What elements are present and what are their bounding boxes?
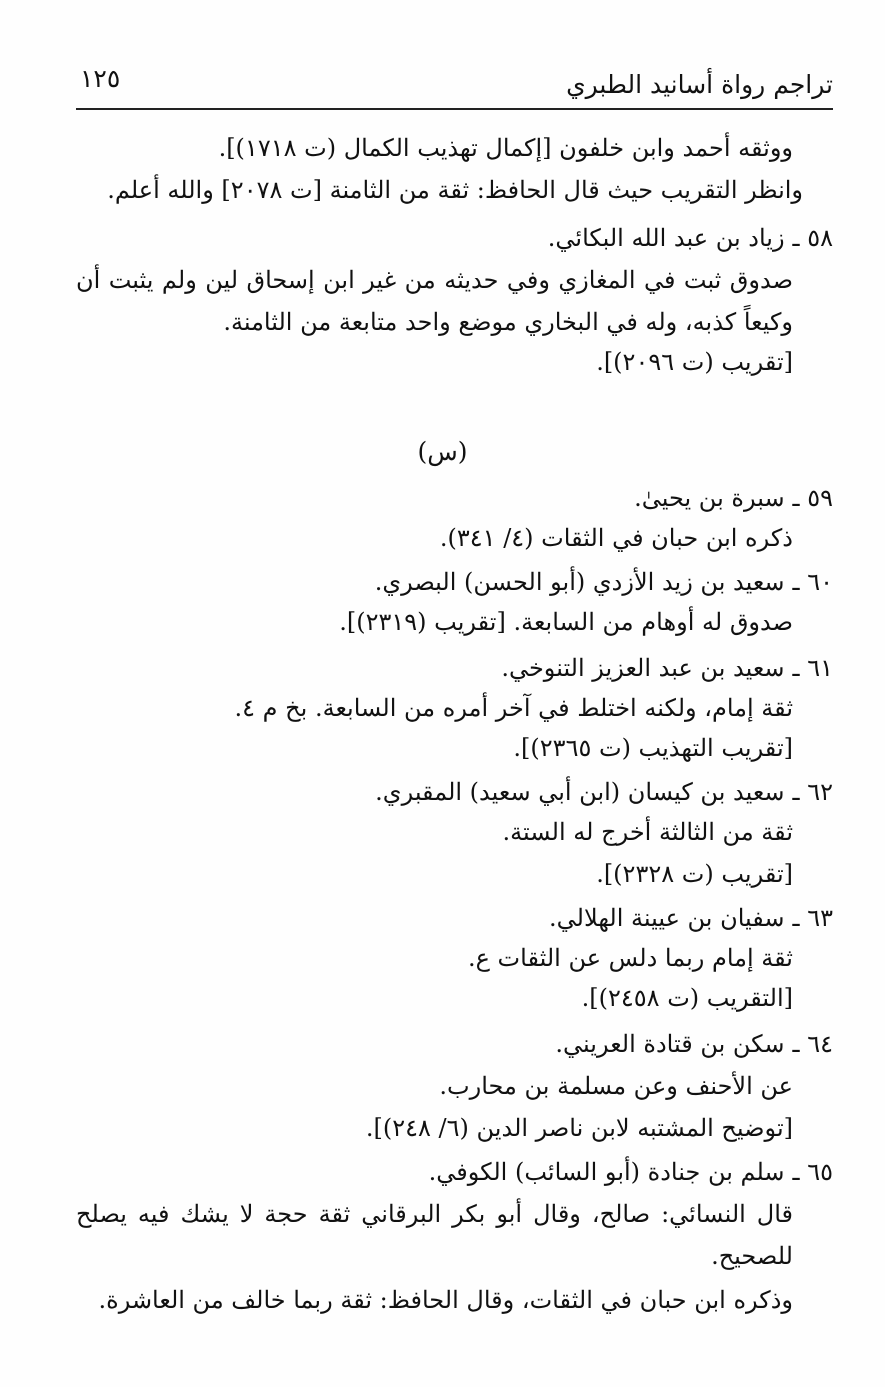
citation: [تقريب (ت ٢٣٢٨)].: [596, 860, 793, 888]
entry-heading: [549, 898, 833, 938]
entry-number: ٦٥ ـ: [792, 1158, 833, 1186]
entry-number: ٦٠ ـ: [792, 568, 833, 596]
text-line: عن الأحنف وعن مسلمة بن محارب.: [439, 1072, 793, 1100]
text-line: صدوق له أوهام من السابعة. [تقريب (٢٣١٩)].: [339, 608, 793, 636]
text-line: ثقة إمام ربما دلس عن الثقات ع.: [467, 944, 793, 972]
entry-number: ٦٢ ـ: [792, 778, 833, 806]
text-line: ذكره ابن حبان في الثقات (٤/ ٣٤١).: [439, 524, 793, 552]
entry-name: زياد بن عبد الله البكائي.: [547, 224, 785, 252]
entry-heading: [375, 562, 833, 602]
entry-number: ٦٣ ـ: [792, 904, 833, 932]
section-heading: (س): [417, 437, 468, 466]
entry-number: ٥٨ ـ: [792, 224, 833, 252]
text-line: قال النسائي: صالح، وقال أبو بكر البرقاني ثقة حجة لا يشك فيه يصلح: [76, 1200, 793, 1228]
entry-number: ٥٩ ـ: [792, 484, 833, 512]
entry-heading: [555, 1024, 833, 1064]
text-line: للصحيح.: [711, 1242, 793, 1270]
text-line: وكيعاً كذبه، وله في البخاري موضع واحد متابعة من الثامنة.: [223, 308, 793, 336]
entry-heading: [634, 478, 833, 518]
entry-name: سكن بن قتادة العريني.: [555, 1030, 785, 1058]
text-line: وذكره ابن حبان في الثقات، وقال الحافظ: ثقة ربما خالف من العاشرة.: [98, 1286, 793, 1314]
citation: [تقريب (ت ٢٠٩٦)].: [596, 348, 793, 376]
running-header: [76, 60, 833, 110]
entry-number: ٦٤ ـ: [792, 1030, 833, 1058]
entry-name: سفيان بن عيينة الهلالي.: [549, 904, 785, 932]
entry-heading: [548, 218, 833, 258]
text-line: صدوق ثبت في المغازي وفي حديثه من غير ابن إسحاق لين ولم يثبت أن: [76, 266, 793, 294]
entry-heading: [429, 1152, 833, 1192]
text-line: وانظر التقريب حيث قال الحافظ: ثقة من الثامنة [ت ٢٠٧٨] والله أعلم.: [107, 176, 803, 204]
text-line: ووثقه أحمد وابن خلفون [إكمال تهذيب الكمال (ت ١٧١٨)].: [218, 134, 793, 162]
entry-number: ٦١ ـ: [792, 654, 833, 682]
page-title: تراجم رواة أسانيد الطبري: [566, 70, 833, 99]
entry-name: سلم بن جنادة (أبو السائب) الكوفي.: [428, 1158, 785, 1186]
page-number: ١٢٥: [80, 64, 121, 93]
entry-name: سعيد بن عبد العزيز التنوخي.: [501, 654, 785, 682]
citation: [التقريب (ت ٢٤٥٨)].: [581, 984, 793, 1012]
entry-heading: [501, 648, 833, 688]
citation: [توضيح المشتبه لابن ناصر الدين (٦/ ٢٤٨)].: [365, 1114, 793, 1142]
entry-name: سعيد بن كيسان (ابن أبي سعيد) المقبري.: [375, 778, 785, 806]
text-line: ثقة إمام، ولكنه اختلط في آخر أمره من السابعة. بخ م ٤.: [234, 694, 793, 722]
entry-heading: [375, 772, 833, 812]
text-line: ثقة من الثالثة أخرج له الستة.: [502, 818, 793, 846]
citation: [تقريب التهذيب (ت ٢٣٦٥)].: [513, 734, 793, 762]
entry-name: سبرة بن يحيىٰ.: [634, 484, 785, 512]
entry-name: سعيد بن زيد الأزدي (أبو الحسن) البصري.: [374, 568, 785, 596]
